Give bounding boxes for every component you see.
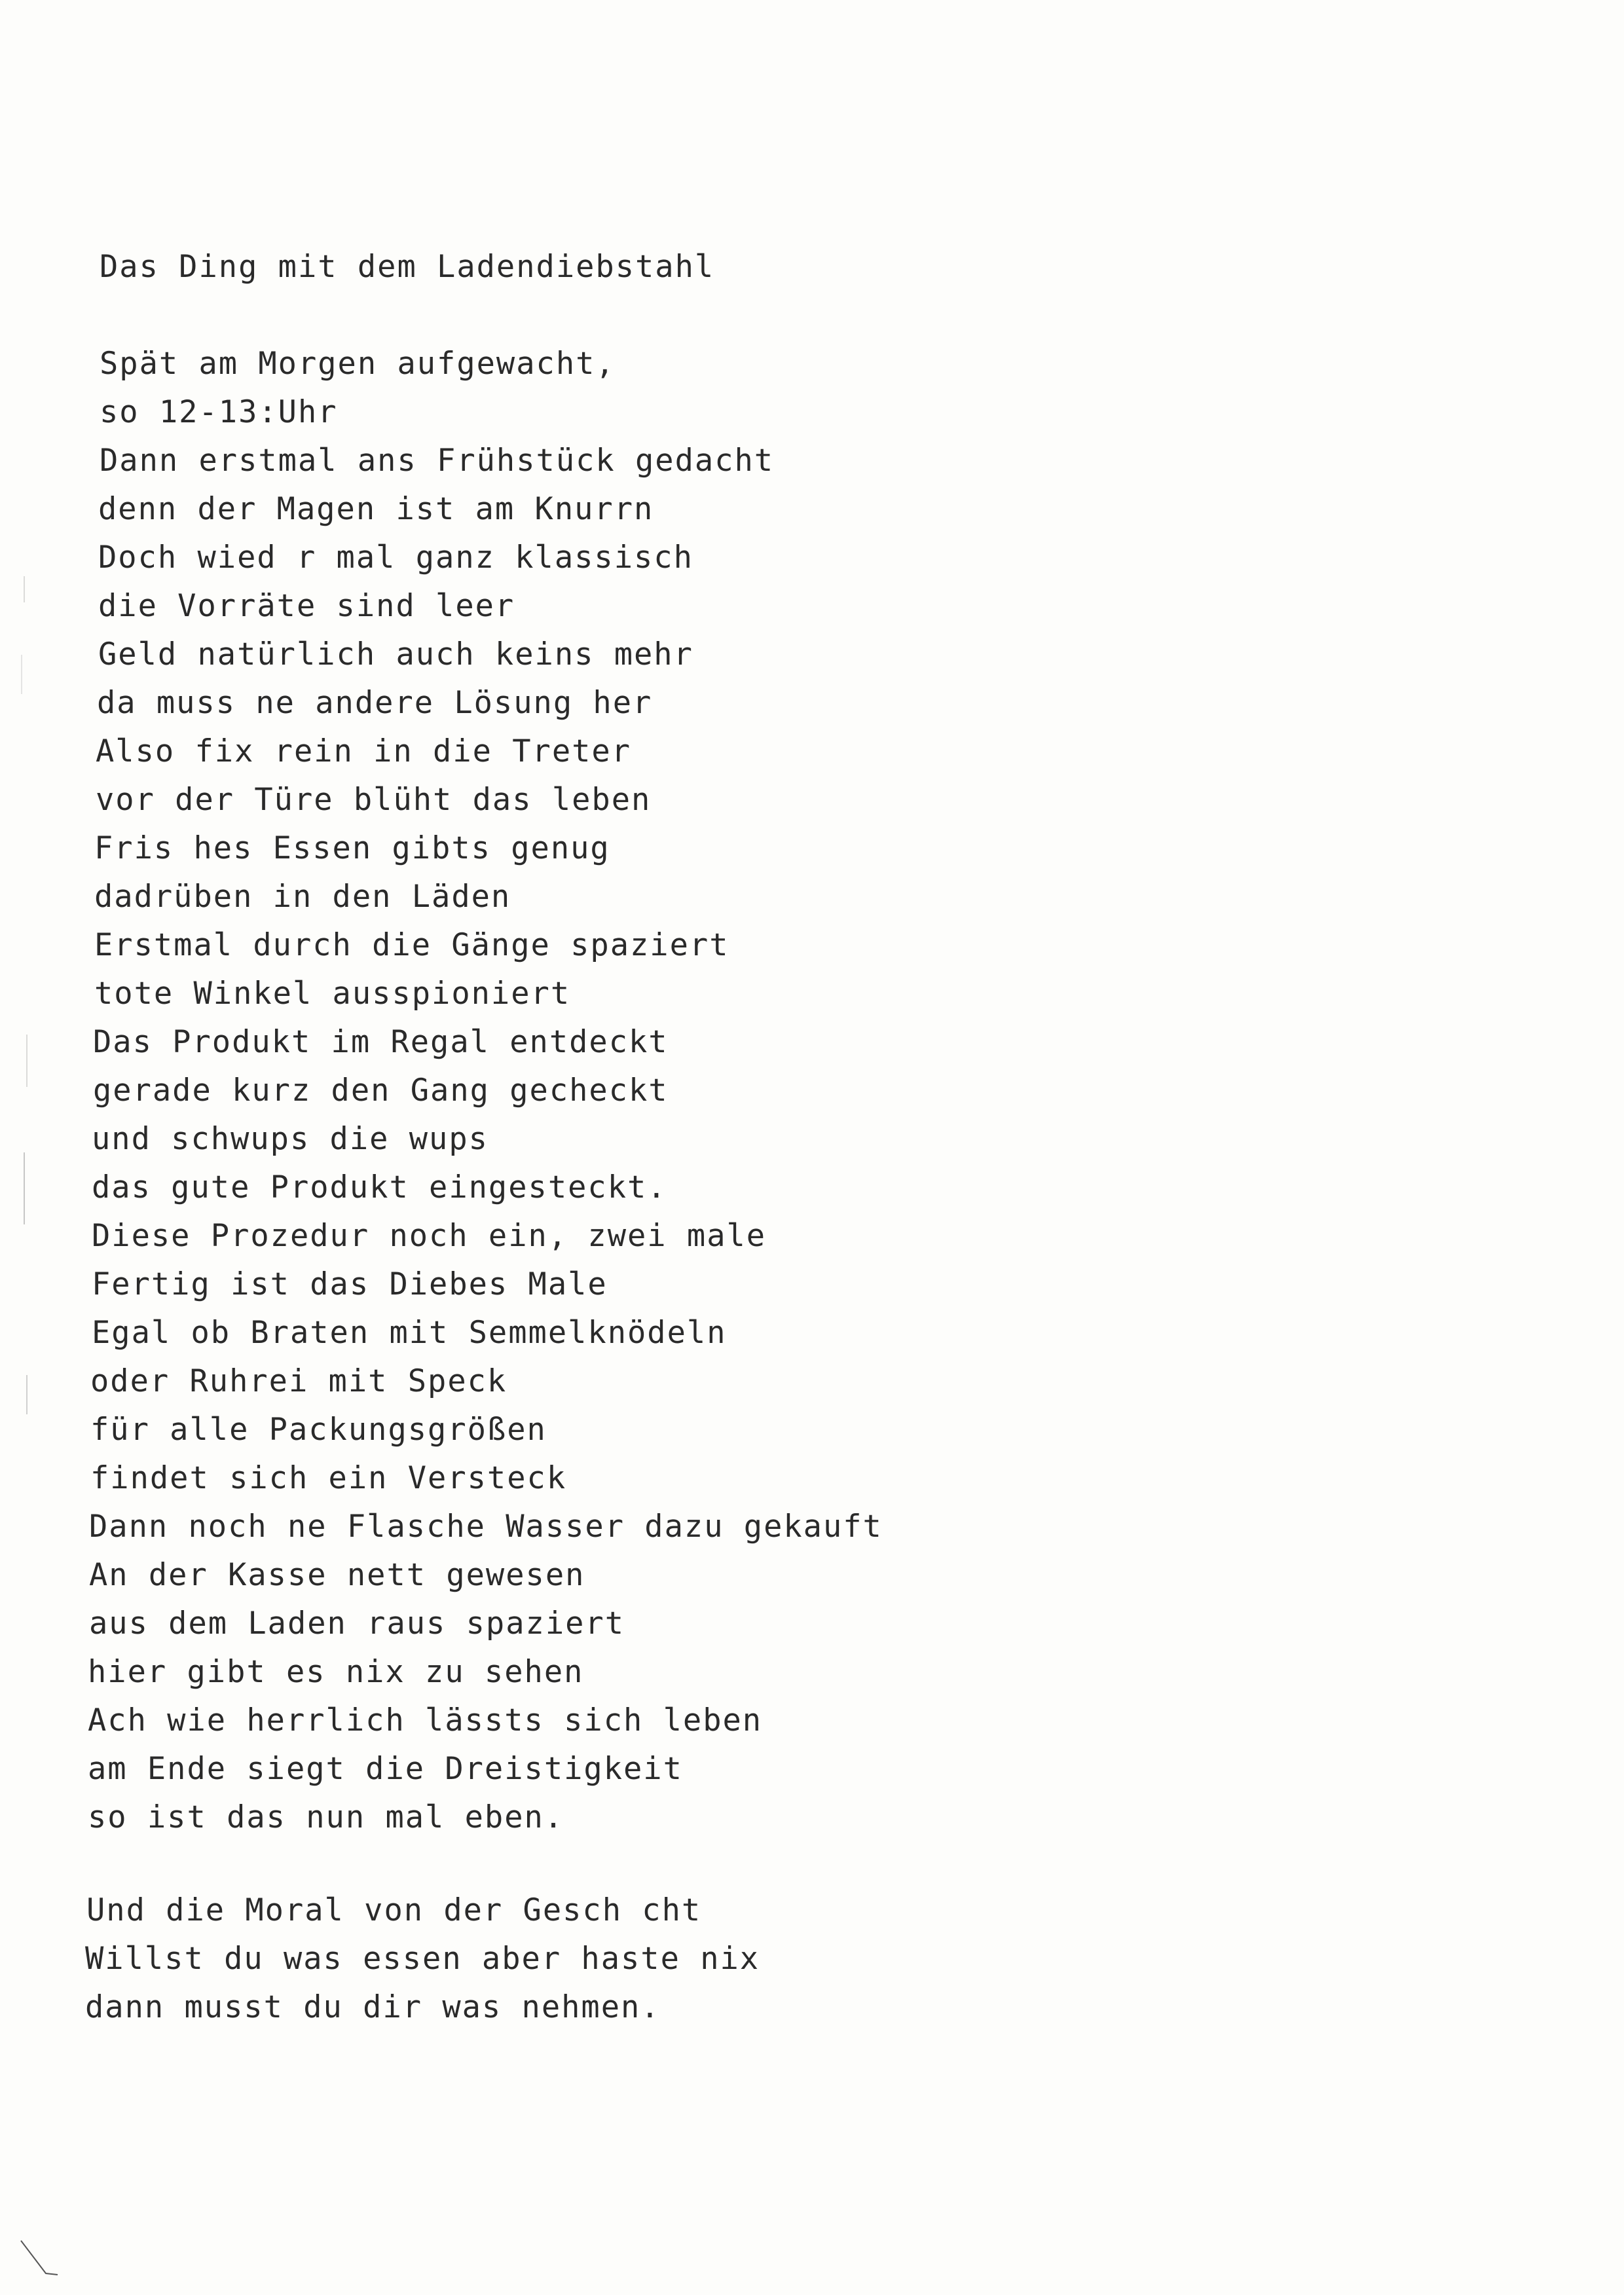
scan-artefact [24,576,25,602]
poem-line: dadrüben in den Läden [94,879,511,915]
scan-artefact [24,1152,25,1224]
poem-line: Dann erstmal ans Frühstück gedacht [100,443,775,479]
poem-line: Fertig ist das Diebes Male [92,1266,608,1302]
poem-line: Egal ob Braten mit Semmelknödeln [92,1315,727,1351]
scan-corner-mark [20,2239,59,2279]
poem-line: das gute Produkt eingesteckt. [92,1169,667,1205]
poem-line: findet sich ein Versteck [90,1460,567,1496]
poem-line: Diese Prozedur noch ein, zwei male [92,1218,767,1254]
poem-line: Also fix rein in die Treter [96,733,632,769]
poem-line: aus dem Laden raus spaziert [89,1606,625,1642]
scan-artefact [26,1035,28,1087]
poem-line: Doch wied r mal ganz klassisch [98,540,693,576]
poem-line: Und die Moral von der Gesch cht [86,1892,702,1928]
poem-line: oder Ruhrei mit Speck [90,1363,507,1399]
poem-line: so ist das nun mal eben. [88,1799,564,1835]
poem-line: hier gibt es nix zu sehen [88,1654,584,1690]
poem-line: die Vorräte sind leer [98,588,515,624]
poem-line: Ach wie herrlich lässts sich leben [88,1702,763,1738]
poem-title: Das Ding mit dem Ladendiebstahl [100,249,715,285]
poem-line: Das Produkt im Regal entdeckt [93,1024,669,1060]
poem-line: und schwups die wups [92,1121,489,1157]
scan-artefact [26,1375,28,1414]
poem-line: Fris hes Essen gibts genug [94,830,610,866]
poem-line: Geld natürlich auch keins mehr [98,636,693,672]
poem-line: An der Kasse nett gewesen [89,1557,585,1593]
poem-line: für alle Packungsgrößen [90,1412,547,1448]
poem-line: Dann noch ne Flasche Wasser dazu gekauft [89,1509,883,1545]
poem-line: tote Winkel ausspioniert [94,976,571,1012]
poem-line: Erstmal durch die Gänge spaziert [94,927,729,963]
poem-line: am Ende siegt die Dreistigkeit [88,1751,683,1787]
poem-line: dann musst du dir was nehmen. [85,1989,661,2025]
poem-line: so 12-13:Uhr [100,394,338,430]
poem-line: vor der Türe blüht das leben [96,782,652,818]
scan-artefact [21,655,22,694]
poem-line: Spät am Morgen aufgewacht, [100,346,616,382]
poem-line: gerade kurz den Gang gecheckt [93,1073,669,1109]
poem-line: Willst du was essen aber haste nix [85,1941,760,1977]
poem-line: denn der Magen ist am Knurrn [98,491,654,527]
poem-line: da muss ne andere Lösung her [97,685,653,721]
